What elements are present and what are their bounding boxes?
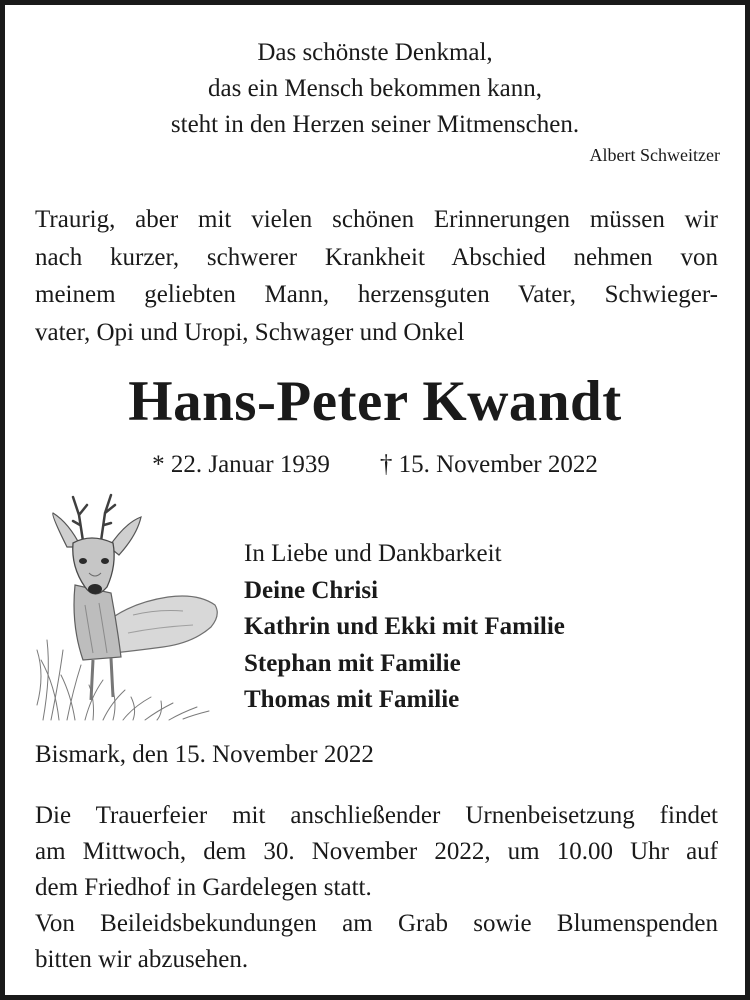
intro-line: vater, Opi und Uropi, Schwager und Onkel (35, 318, 465, 346)
quote-line: Das schönste Denkmal, (257, 39, 493, 66)
mourners-block (244, 536, 565, 719)
intro-line: Traurig, aber mit vielen schönen Erinnerungen müssen wir (35, 206, 718, 233)
mourner-name: Deine Chrisi (244, 576, 379, 604)
intro-text (35, 201, 718, 351)
birth-date: * 22. Januar 1939 (152, 451, 330, 478)
ceremony-line: am Mittwoch, dem 30. November 2022, um 10.00 Uhr auf (35, 838, 718, 865)
quote-line: steht in den Herzen seiner Mitmenschen. (170, 111, 580, 138)
death-date: † 15. November 2022 (379, 451, 598, 478)
intro-line: nach kurzer, schwerer Krankheit Abschied nehmen von (35, 243, 718, 271)
quote-line: das ein Mensch bekommen kann, (208, 75, 542, 102)
ceremony-line: bitten wir abzusehen. (35, 946, 249, 973)
mourner-name: Kathrin und Ekki mit Familie (244, 613, 565, 640)
quote-author: Albert Schweitzer (589, 145, 720, 165)
place-and-date: Bismark, den 15. November 2022 (35, 741, 374, 768)
deceased-name: Hans-Peter Kwandt (128, 370, 622, 433)
ceremony-line: Die Trauerfeier mit anschließender Urnenbeisetzung findet (35, 802, 718, 829)
quote-block (5, 35, 745, 143)
intro-line: meinem geliebten Mann, herzensguten Vater, Schwieger- (35, 281, 718, 308)
ceremony-text (35, 798, 718, 978)
roe-deer-illustration-icon (33, 475, 228, 725)
mourner-name: Stephan mit Familie (244, 649, 461, 677)
ceremony-line: Von Beileidsbekundungen am Grab sowie Blumenspenden (35, 910, 718, 937)
ceremony-line: dem Friedhof in Gardelegen statt. (35, 874, 372, 901)
mourners-intro: In Liebe und Dankbarkeit (244, 540, 502, 567)
mourner-name: Thomas mit Familie (244, 686, 460, 713)
